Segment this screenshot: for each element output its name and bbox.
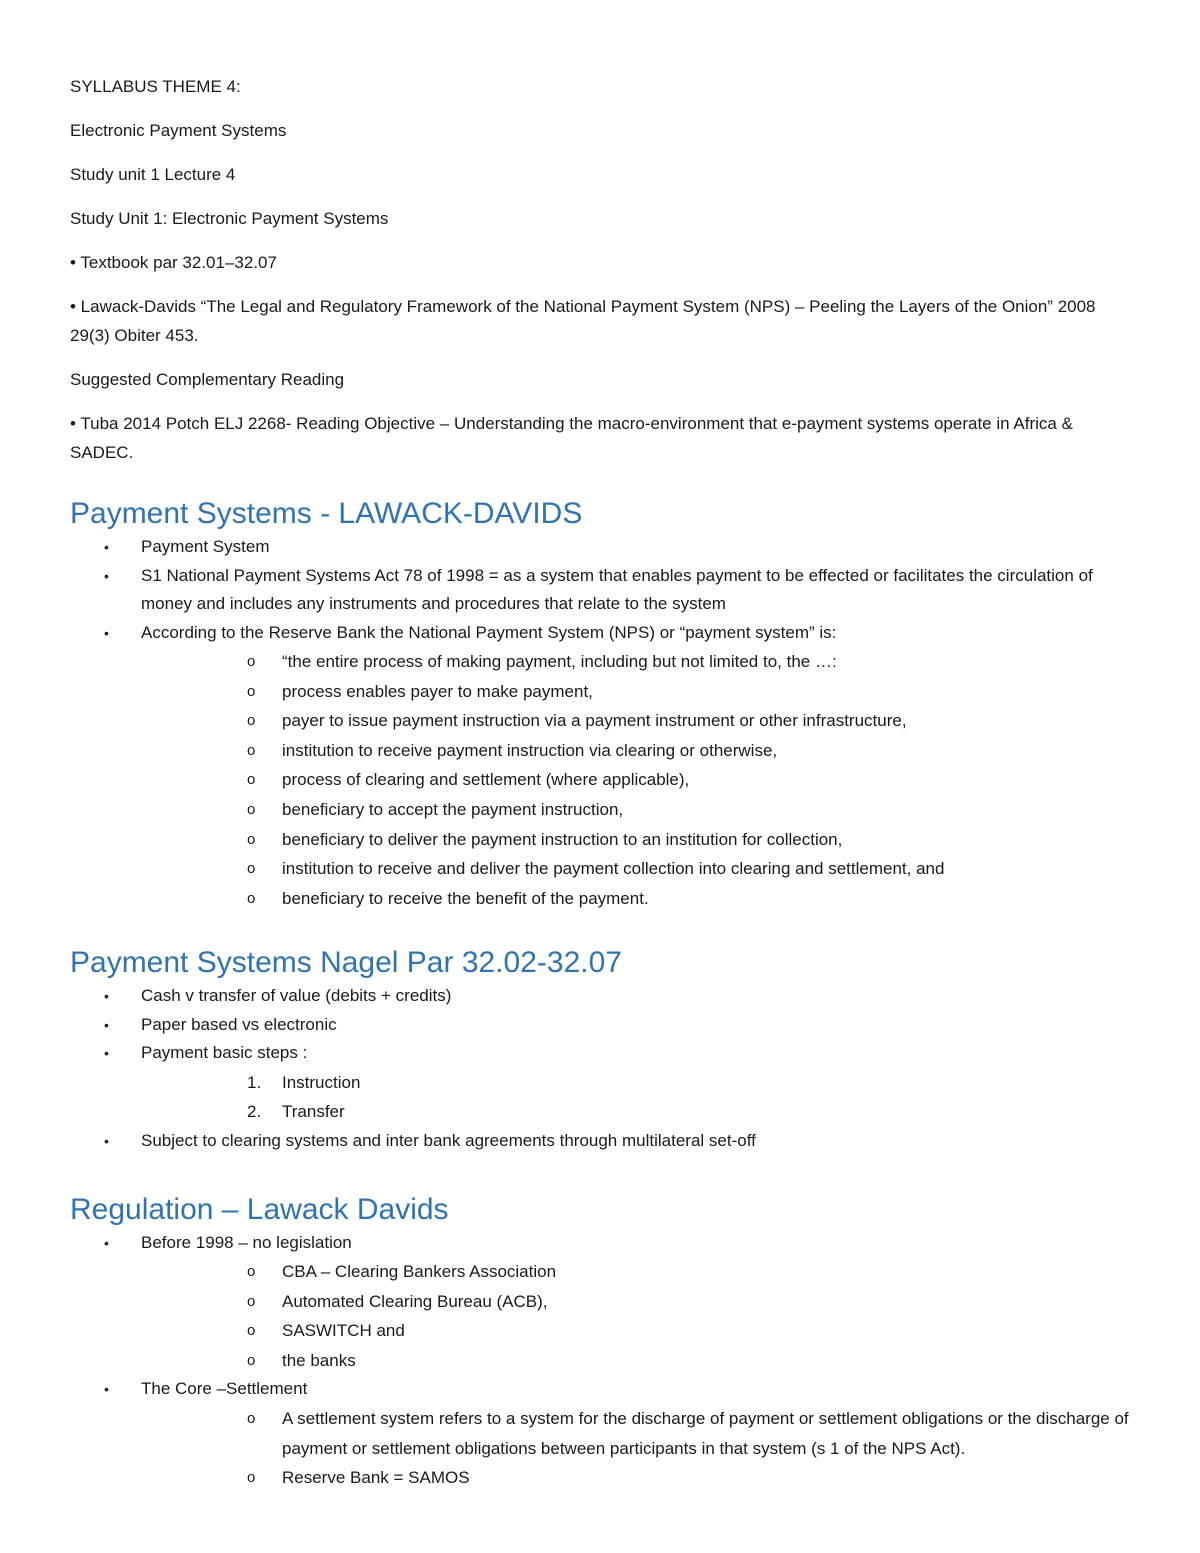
sub-item-text: beneficiary to receive the benefit of the payment. <box>282 888 649 908</box>
sub-list-item <box>141 1404 1138 1463</box>
list-item <box>70 982 1138 1011</box>
pre-1998-sublist <box>141 1257 1138 1375</box>
sub-item-text: beneficiary to accept the payment instruction, <box>282 799 624 819</box>
suggested-reading-label: Suggested Complementary Reading <box>70 370 345 389</box>
sub-list-item <box>141 1346 1138 1376</box>
sub-item-text: beneficiary to deliver the payment instruction to an institution for collection, <box>282 829 843 849</box>
sub-item-text: “the entire process of making payment, including but not limited to, the …: <box>282 652 837 671</box>
list-item-text: Before 1998 – no legislation <box>141 1232 352 1252</box>
sub-bullet-icon: o <box>247 889 256 907</box>
sub-bullet-icon: o <box>247 1263 256 1281</box>
textbook-reference: • Textbook par 32.01–32.07 <box>70 253 277 272</box>
sub-list-item <box>141 706 1138 736</box>
sub-bullet-icon: o <box>247 712 256 730</box>
section-heading-lawack-davids: Payment Systems - LAWACK-DAVIDS <box>70 497 583 530</box>
sub-bullet-icon: o <box>247 653 256 670</box>
bullet-icon: • <box>104 1045 109 1062</box>
list-item <box>70 533 1138 562</box>
sub-item-text: institution to receive payment instruction via clearing or otherwise, <box>282 740 778 760</box>
list-item <box>70 562 1138 619</box>
list-item-text: Payment basic steps : <box>141 1043 308 1063</box>
step-text: Transfer <box>282 1102 345 1122</box>
list-item-text: Paper based vs electronic <box>141 1014 337 1034</box>
section-heading-nagel: Payment Systems Nagel Par 32.02-32.07 <box>70 946 622 980</box>
sub-bullet-icon: o <box>247 800 256 818</box>
section1-list <box>70 533 1138 913</box>
unit-title: Study Unit 1: Electronic Payment Systems <box>70 209 389 228</box>
sub-item-text: Reserve Bank = SAMOS <box>282 1468 470 1488</box>
list-item <box>70 619 1138 914</box>
step-number: 1. <box>247 1072 262 1092</box>
sub-list-item <box>141 647 1138 677</box>
section3-list <box>70 1229 1138 1493</box>
sub-list-item <box>141 765 1138 795</box>
bullet-icon: • <box>104 1016 109 1033</box>
subject-title: Electronic Payment Systems <box>70 121 287 140</box>
sub-item-text: the banks <box>282 1350 356 1370</box>
nps-definition-sublist <box>141 647 1138 913</box>
sub-bullet-icon: o <box>247 741 256 759</box>
sub-list-item <box>141 736 1138 766</box>
sub-list-item <box>141 1316 1138 1346</box>
list-item <box>70 1011 1138 1040</box>
sub-bullet-icon: o <box>247 1469 256 1487</box>
section2-list <box>70 982 1138 1155</box>
list-item-text: The Core –Settlement <box>141 1379 308 1399</box>
list-item-text: S1 National Payment Systems Act 78 of 1998 = as a system that enables payment to be effected or facilitates the circulation of money and includes any instruments and procedures that relate to the system <box>141 565 1093 613</box>
sub-bullet-icon: o <box>247 1322 256 1340</box>
bullet-icon: • <box>104 1234 109 1251</box>
payment-steps-list <box>141 1068 1138 1127</box>
sub-bullet-icon: o <box>247 1351 256 1369</box>
bullet-icon: • <box>104 539 109 555</box>
bullet-icon: • <box>104 567 109 584</box>
bullet-icon: • <box>104 1381 109 1398</box>
list-item-text: Payment System <box>141 537 270 556</box>
sub-list-item <box>141 854 1138 884</box>
sub-item-text: process of clearing and settlement (where applicable), <box>282 770 690 790</box>
list-item-text: Cash v transfer of value (debits + credits) <box>141 986 452 1006</box>
step-text: Instruction <box>282 1072 361 1092</box>
section-heading-regulation: Regulation – Lawack Davids <box>70 1192 449 1226</box>
sub-item-text: A settlement system refers to a system for the discharge of payment or settlement obligations or the discharge of payment or settlement obligations between participants in that system (s 1 of the NPS Act). <box>282 1408 1129 1458</box>
sub-list-item <box>141 1257 1138 1287</box>
syllabus-theme: SYLLABUS THEME 4: <box>70 77 241 96</box>
bullet-icon: • <box>104 624 109 641</box>
sub-item-text: payer to issue payment instruction via a payment instrument or other infrastructure, <box>282 711 907 731</box>
list-item <box>70 1229 1138 1376</box>
sub-list-item <box>141 1287 1138 1317</box>
sub-list-item <box>141 1463 1138 1493</box>
sub-bullet-icon: o <box>247 830 256 848</box>
sub-item-text: institution to receive and deliver the payment collection into clearing and settlement, and <box>282 859 945 879</box>
list-item <box>70 1375 1138 1492</box>
core-settlement-sublist <box>141 1404 1138 1493</box>
list-item-text: Subject to clearing systems and inter bank agreements through multilateral set-off <box>141 1131 756 1151</box>
list-item-text: According to the Reserve Bank the National Payment System (NPS) or “payment system” is: <box>141 622 837 642</box>
sub-list-item <box>141 795 1138 825</box>
numbered-list-item <box>141 1097 1138 1127</box>
numbered-list-item <box>141 1068 1138 1098</box>
study-unit: Study unit 1 Lecture 4 <box>70 165 236 184</box>
sub-list-item <box>141 825 1138 855</box>
list-item <box>70 1039 1138 1127</box>
sub-item-text: CBA – Clearing Bankers Association <box>282 1262 557 1282</box>
bullet-icon: • <box>104 1133 109 1150</box>
sub-bullet-icon: o <box>247 1292 256 1310</box>
sub-bullet-icon: o <box>247 771 256 789</box>
step-number: 2. <box>247 1102 262 1122</box>
sub-list-item <box>141 884 1138 914</box>
sub-bullet-icon: o <box>247 1409 256 1427</box>
sub-list-item <box>141 677 1138 707</box>
sub-bullet-icon: o <box>247 682 256 700</box>
bullet-icon: • <box>104 988 109 1005</box>
suggested-reading-item: • Tuba 2014 Potch ELJ 2268- Reading Objective – Understanding the macro-environment that e-payment systems operate in Africa & SADEC. <box>70 414 1073 462</box>
sub-item-text: Automated Clearing Bureau (ACB), <box>282 1291 548 1311</box>
list-item <box>70 1127 1138 1156</box>
sub-item-text: process enables payer to make payment, <box>282 681 593 701</box>
sub-item-text: SASWITCH and <box>282 1321 405 1341</box>
document-page <box>70 72 1138 1493</box>
article-reference: • Lawack-Davids “The Legal and Regulatory Framework of the National Payment System (NPS) – Peeling the Layers of the Onion” 2008 29(3) Obiter 453. <box>70 297 1096 345</box>
sub-bullet-icon: o <box>247 860 256 878</box>
